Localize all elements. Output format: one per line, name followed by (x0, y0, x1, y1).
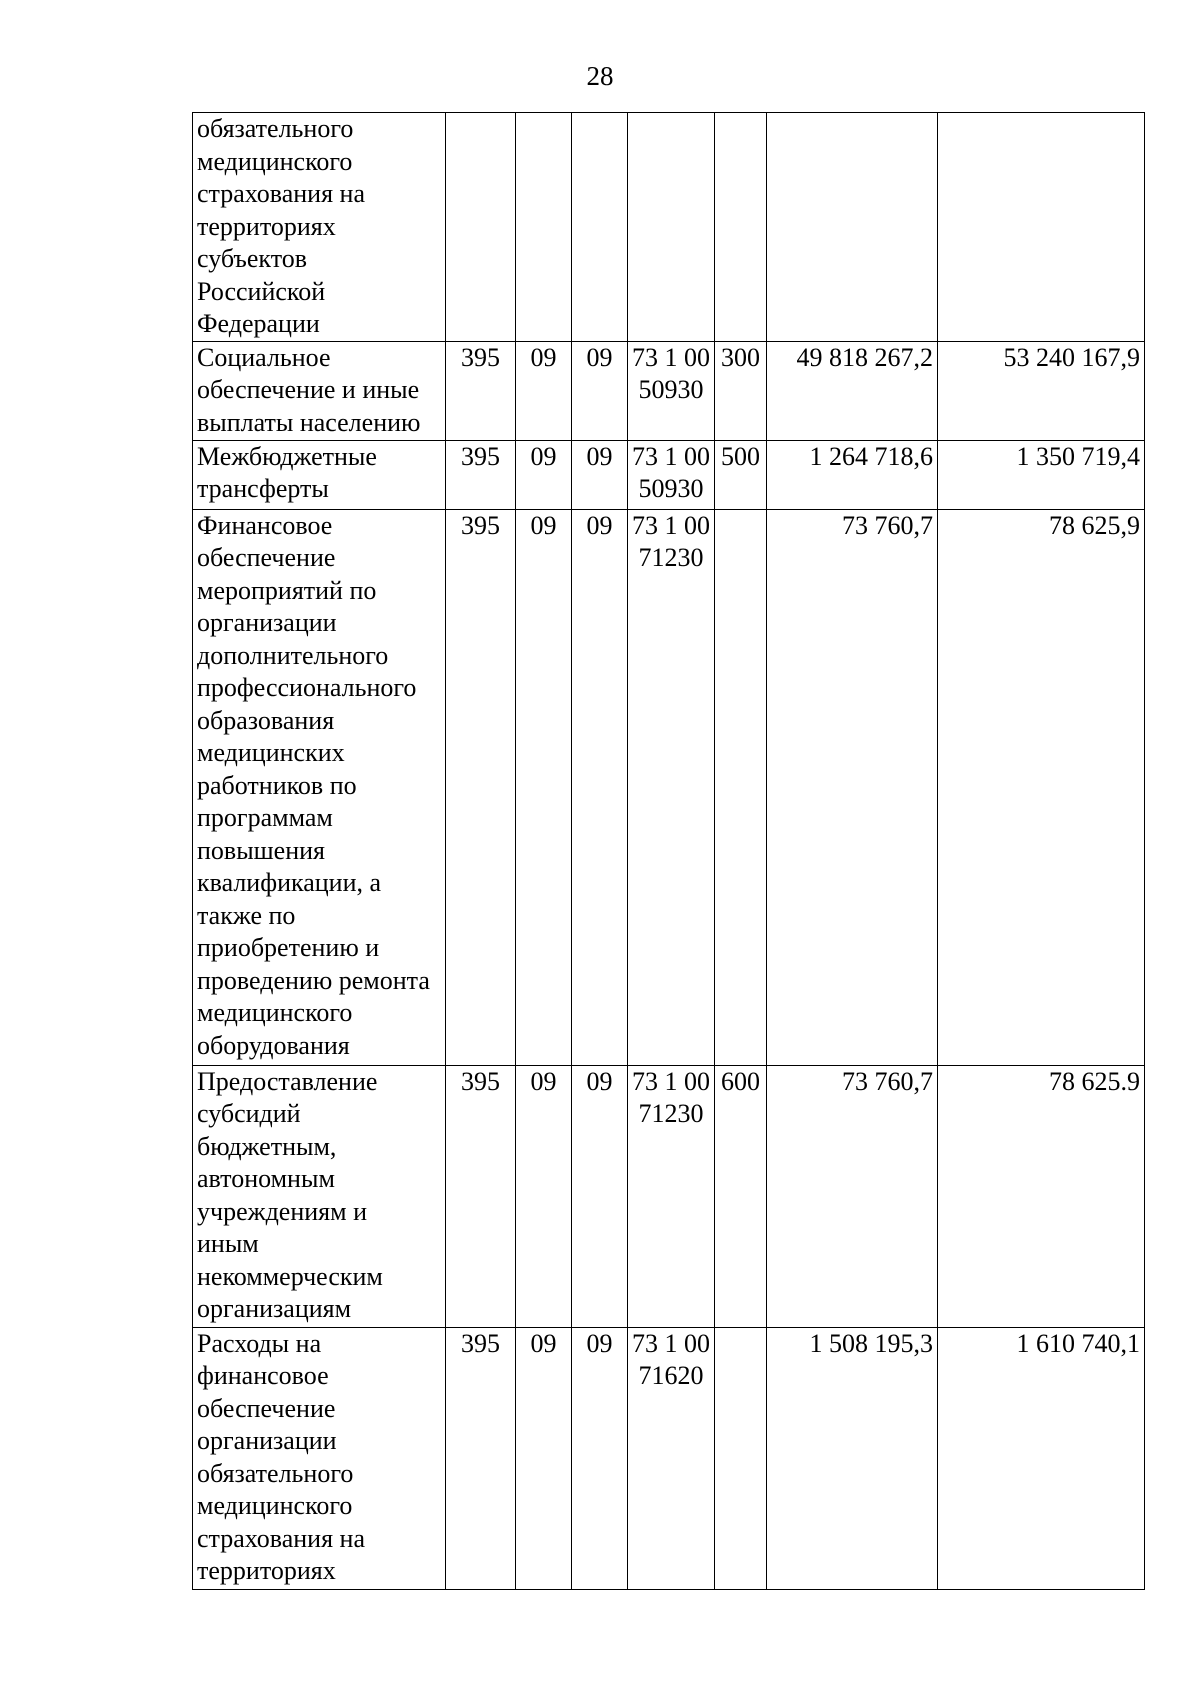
row-name-line: автономным (197, 1164, 335, 1193)
row-name-line: учреждениям и (197, 1196, 368, 1226)
row-name-line: медицинского (197, 1491, 353, 1520)
row-name-line: обеспечение и иные (197, 375, 420, 404)
row-name-line: также по (197, 900, 296, 930)
subsection-code-cell: 09 (572, 1327, 628, 1589)
row-name-line: страхования на (197, 179, 365, 208)
row-name-line: субъектов (197, 244, 308, 273)
row-name-line: повышения (197, 835, 326, 865)
expense-type-cell: 300 (715, 341, 767, 440)
table-row (193, 113, 1145, 342)
target-article-cell (628, 341, 715, 440)
section-code-cell: 09 (516, 1327, 572, 1589)
row-name-line: дополнительного (197, 640, 389, 670)
row-name-line: оборудования (197, 1030, 350, 1060)
ministry-code-cell (446, 113, 516, 342)
expense-type-cell: 600 (715, 1065, 767, 1327)
ministry-code-cell: 395 (446, 1327, 516, 1589)
row-name-line: организации (197, 608, 337, 637)
row-name-cell (193, 1065, 446, 1327)
row-name-line: образования (197, 705, 335, 735)
target-article-line: 73 1 00 (632, 1066, 710, 1096)
row-name-cell (193, 509, 446, 1065)
table-row (193, 1065, 1145, 1327)
amount-year-1-cell: 1 508 195,3 (767, 1327, 938, 1589)
target-article-cell (628, 509, 715, 1065)
row-name-line: некоммерческим (197, 1261, 383, 1291)
ministry-code-cell: 395 (446, 341, 516, 440)
amount-year-1-cell: 49 818 267,2 (767, 341, 938, 440)
row-name-line: субсидий (197, 1099, 301, 1128)
target-article-cell (628, 1065, 715, 1327)
row-name-line: проведению ремонта (197, 965, 430, 995)
amount-year-2-cell: 1 350 719,4 (938, 440, 1145, 509)
row-name-line: обеспечение (197, 1393, 336, 1423)
amount-year-1-cell: 1 264 718,6 (767, 440, 938, 509)
amount-year-2-cell: 78 625,9 (938, 509, 1145, 1065)
row-name-line: профессионального (197, 673, 417, 702)
target-article-line: 71230 (638, 543, 704, 572)
row-name-cell (193, 1327, 446, 1589)
row-name-cell (193, 341, 446, 440)
table-row (193, 341, 1145, 440)
expense-type-cell: 500 (715, 440, 767, 509)
row-name-line: Финансовое (197, 510, 333, 540)
subsection-code-cell (572, 113, 628, 342)
ministry-code-cell: 395 (446, 509, 516, 1065)
target-article-line: 50930 (638, 375, 704, 404)
row-name-cell (193, 440, 446, 509)
target-article-line: 73 1 00 (632, 1328, 710, 1358)
target-article-line: 71620 (638, 1361, 704, 1390)
row-name-line: Предоставление (197, 1066, 378, 1096)
row-name-line: организации (197, 1426, 337, 1455)
row-name-line: трансферты (197, 474, 329, 503)
table-row (193, 1327, 1145, 1589)
section-code-cell: 09 (516, 1065, 572, 1327)
amount-year-1-cell: 73 760,7 (767, 1065, 938, 1327)
amount-year-2-cell: 1 610 740,1 (938, 1327, 1145, 1589)
subsection-code-cell: 09 (572, 341, 628, 440)
row-name-line: программам (197, 803, 333, 832)
row-name-line: финансовое (197, 1361, 329, 1390)
target-article-line: 73 1 00 (632, 342, 710, 372)
expense-type-cell (715, 1327, 767, 1589)
budget-table-body (193, 113, 1145, 1590)
expense-type-cell (715, 509, 767, 1065)
row-name-line: мероприятий по (197, 575, 377, 605)
target-article-line: 50930 (638, 474, 704, 503)
ministry-code-cell: 395 (446, 1065, 516, 1327)
amount-year-2-cell (938, 113, 1145, 342)
target-article-line: 71230 (638, 1099, 704, 1128)
amount-year-2-cell: 78 625.9 (938, 1065, 1145, 1327)
subsection-code-cell: 09 (572, 440, 628, 509)
row-name-line: приобретению и (197, 933, 380, 962)
row-name-line: территориях (197, 211, 336, 241)
row-name-line: Расходы на (197, 1328, 322, 1358)
row-name-line: Федерации (197, 309, 320, 338)
section-code-cell: 09 (516, 341, 572, 440)
row-name-line: Социальное (197, 342, 331, 372)
target-article-cell (628, 440, 715, 509)
subsection-code-cell: 09 (572, 509, 628, 1065)
page-number: 28 (586, 61, 614, 91)
row-name-line: территориях (197, 1556, 336, 1585)
row-name-line: медицинского (197, 146, 353, 176)
row-name-line: иным (197, 1229, 259, 1258)
section-code-cell: 09 (516, 440, 572, 509)
section-code-cell (516, 113, 572, 342)
expense-type-cell (715, 113, 767, 342)
amount-year-1-cell (767, 113, 938, 342)
target-article-line: 73 1 00 (632, 441, 710, 471)
row-name-line: работников по (197, 770, 357, 800)
row-name-line: выплаты населению (197, 407, 421, 437)
target-article-cell (628, 113, 715, 342)
row-name-line: обязательного (197, 114, 354, 143)
subsection-code-cell: 09 (572, 1065, 628, 1327)
table-row (193, 440, 1145, 509)
row-name-line: квалификации, а (197, 868, 382, 897)
row-name-cell (193, 113, 446, 342)
row-name-line: обеспечение (197, 543, 336, 572)
table-row (193, 509, 1145, 1065)
amount-year-2-cell: 53 240 167,9 (938, 341, 1145, 440)
budget-table (192, 112, 1145, 1590)
target-article-line: 73 1 00 (632, 510, 710, 540)
row-name-line: медицинских (197, 738, 345, 767)
ministry-code-cell: 395 (446, 440, 516, 509)
row-name-line: Российской (197, 276, 326, 306)
row-name-line: обязательного (197, 1458, 354, 1488)
amount-year-1-cell: 73 760,7 (767, 509, 938, 1065)
row-name-line: медицинского (197, 998, 353, 1027)
row-name-line: Межбюджетные (197, 441, 377, 471)
target-article-cell (628, 1327, 715, 1589)
section-code-cell: 09 (516, 509, 572, 1065)
row-name-line: бюджетным, (197, 1131, 337, 1161)
row-name-line: организациям (197, 1294, 352, 1323)
row-name-line: страхования на (197, 1523, 365, 1553)
